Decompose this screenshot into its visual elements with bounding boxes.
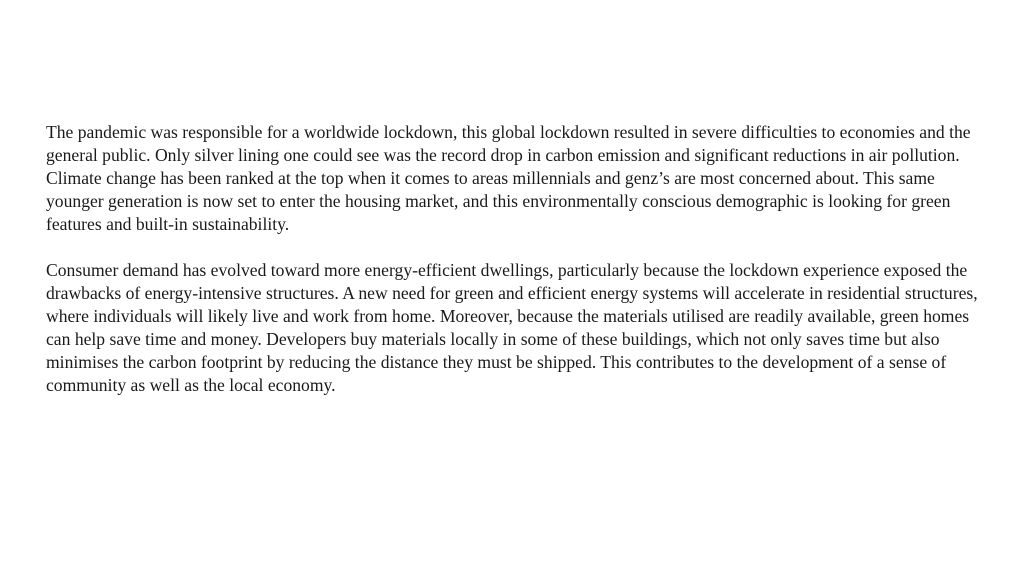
paragraph-consumer-demand: Consumer demand has evolved toward more energy-efficient dwellings, particularly because the lockdown experience exposed the drawbacks of energy-intensive structures. A new need for green and efficient energy systems will accelerate in residential structures, where individuals will likely live and work from home. Moreover, because the materials utilised are readily available, green homes can help save time and money. Developers buy materials locally in some of these buildings, which not only saves time but also minimises the carbon footprint by reducing the distance they must be shipped. This contributes to the development of a sense of community as well as the local economy.: [46, 260, 978, 395]
text-body: [46, 121, 996, 420]
paragraph-pandemic: The pandemic was responsible for a worldwide lockdown, this global lockdown resulted in severe difficulties to economies and the general public. Only silver lining one could see was the record drop in carbon emission and significant reductions in air pollution. Climate change has been ranked at the top when it comes to areas millennials and genz’s are most concerned about. This same younger generation is now set to enter the housing market, and this environmentally conscious demographic is looking for green features and built-in sustainability.: [46, 122, 971, 234]
